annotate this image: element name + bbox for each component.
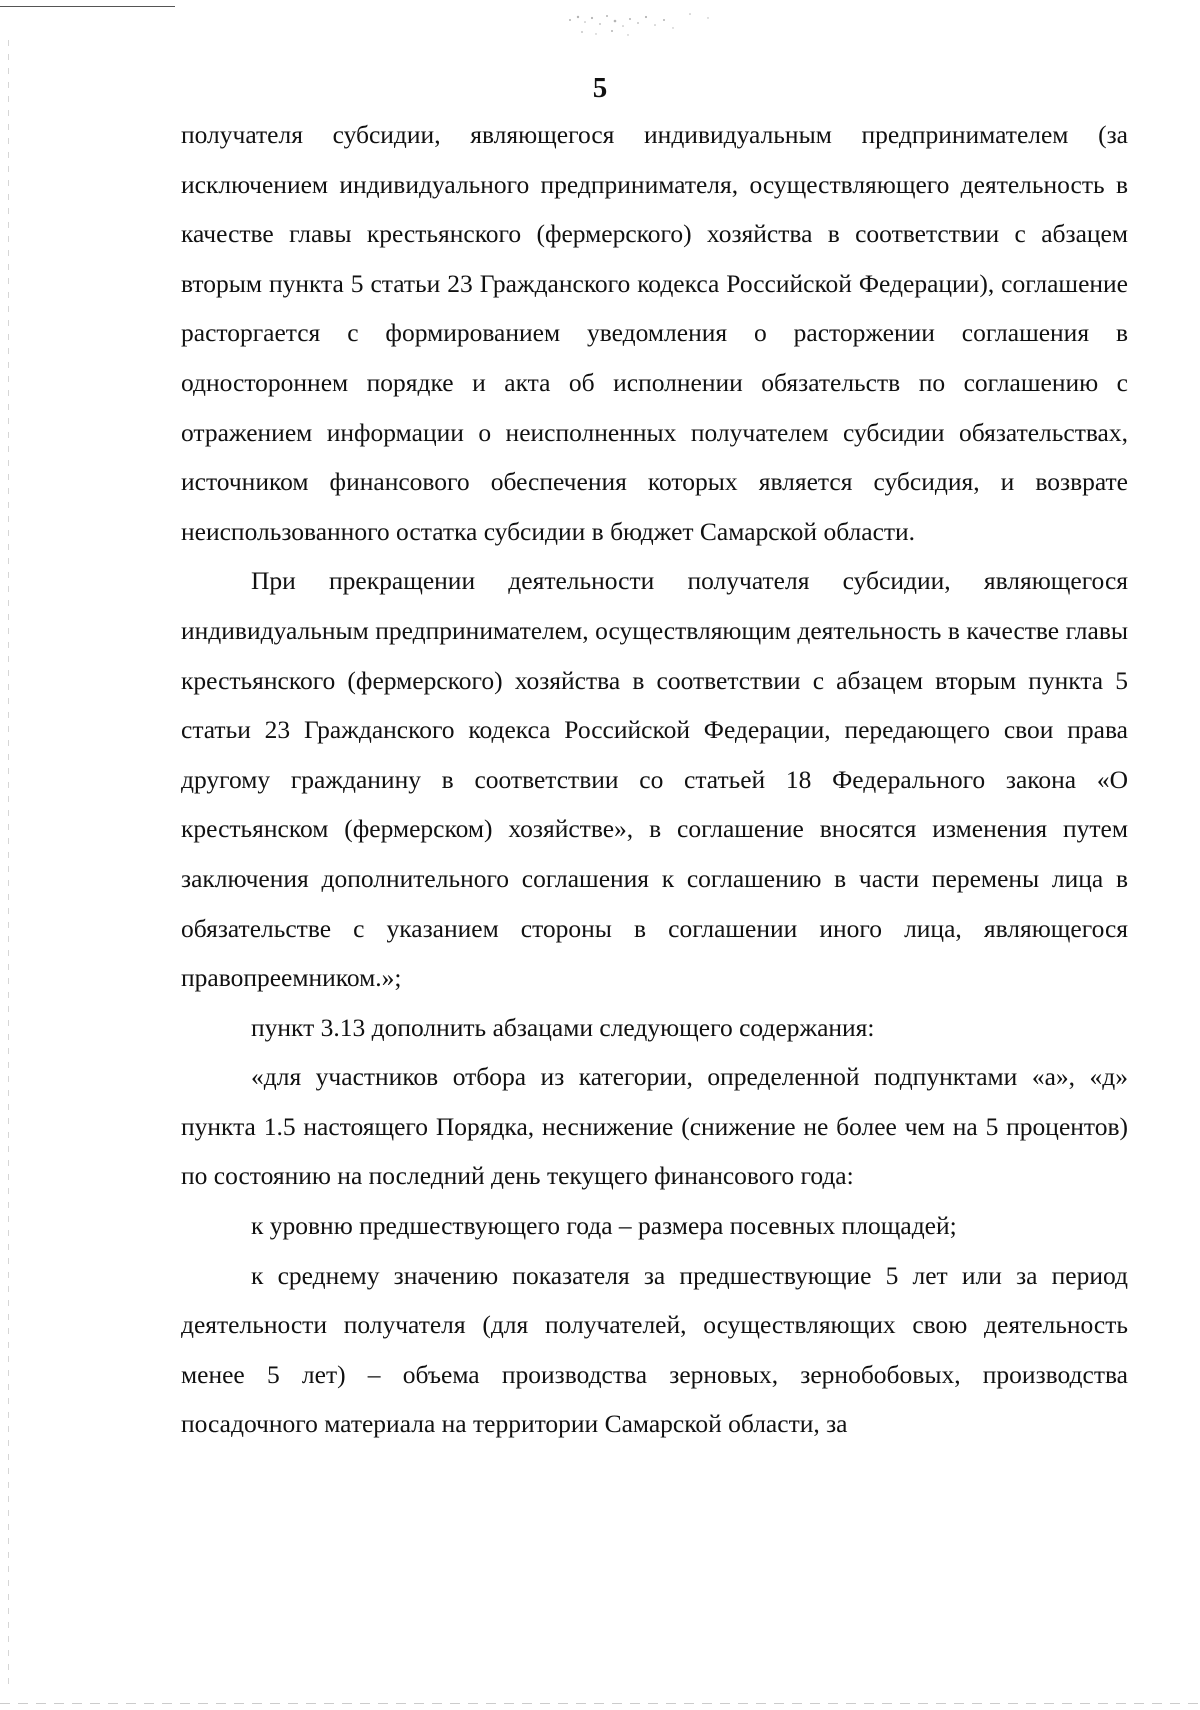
paragraph: к уровню предшествующего года – размера посевных площадей; — [251, 1211, 957, 1241]
document-body — [181, 110, 1128, 1449]
scan-edge-line — [0, 6, 175, 7]
scan-edge-line — [0, 1703, 1200, 1704]
page-number: 5 — [592, 72, 608, 104]
paragraph: «для участников отбора из категории, определенной подпунктами «а», «д» пункта 1.5 настоящего Порядка, неснижение (снижение не более чем на 5 процентов) по состоянию на последний день текущего финансового года: — [181, 1062, 1128, 1191]
paragraph-continuation: получателя субсидии, являющегося индивидуальным предпринимателем (за исключением индивидуального предпринимателя, осуществляющего деятельность в качестве главы крестьянского (фермерского) хозяйства в соответствии с абзацем вторым пункта 5 статьи 23 Гражданского кодекса Российской Федерации), соглашение расторгается с формированием уведомления о расторжении соглашения в одностороннем порядке и акта об исполнении обязательств по соглашению с отражением информации о неисполненных получателем субсидии обязательствах, источником финансового обеспечения которых является субсидия, и возврате неиспользованного остатка субсидии в бюджет Самарской области. — [181, 120, 1128, 546]
scan-speckle-mark — [560, 8, 720, 42]
paragraph: к среднему значению показателя за предшествующие 5 лет или за период деятельности получателя (для получателей, осуществляющих свою деятельность менее 5 лет) – объема производства зерновых, зернобобовых, производства посадочного материала на территории Самарской области, за — [181, 1260, 1128, 1439]
paragraph: пункт 3.13 дополнить абзацами следующего содержания: — [251, 1012, 875, 1042]
scan-edge-line — [8, 40, 9, 1690]
paragraph: При прекращении деятельности получателя субсидии, являющегося индивидуальным предпринимателем, осуществляющим деятельность в качестве главы крестьянского (фермерского) хозяйства в соответствии с абзацем вторым пункта 5 статьи 23 Гражданского кодекса Российской Федерации, передающего свои права другому гражданину в соответствии со статьей 18 Федерального закона «О крестьянском (фермерском) хозяйстве», в соглашение вносятся изменения путем заключения дополнительного соглашения к соглашению в части перемены лица в обязательстве с указанием стороны в соглашении иного лица, являющегося правопреемником.»; — [181, 566, 1128, 993]
